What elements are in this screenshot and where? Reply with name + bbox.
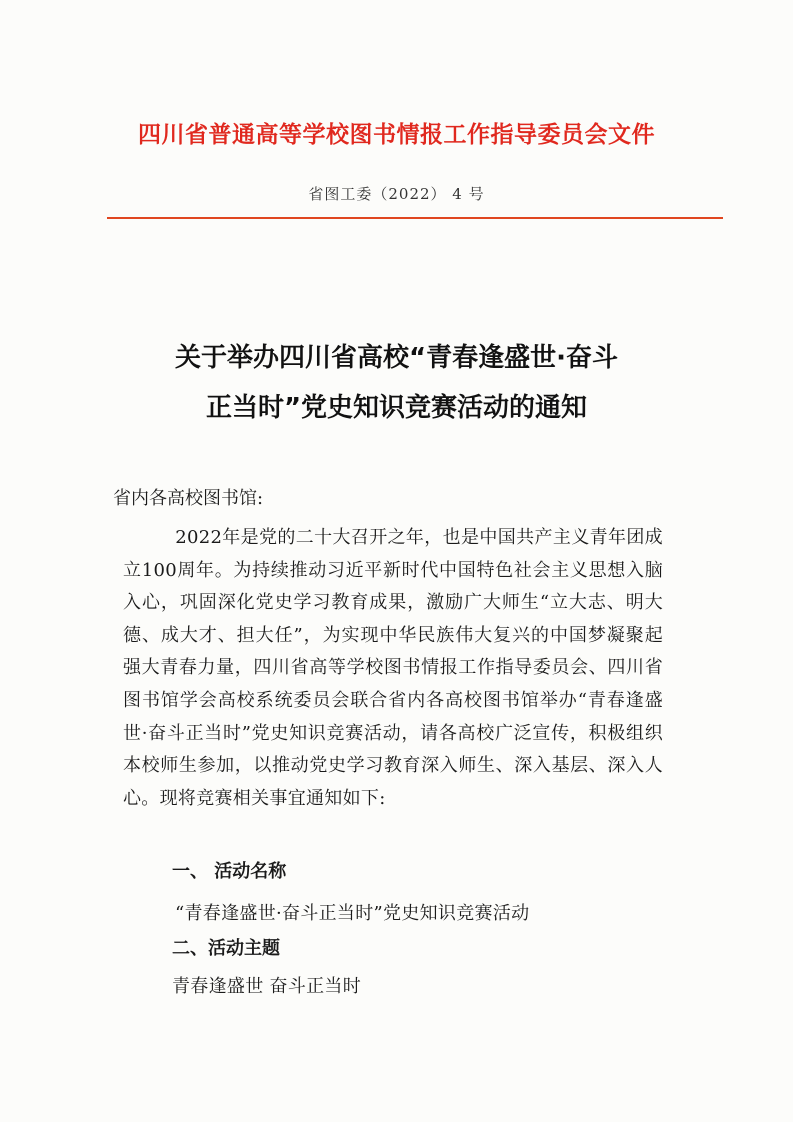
document-number: 省图工委（2022） 4 号 [308, 185, 485, 203]
section-heading-1: 一、 活动名称 [172, 861, 287, 882]
title-line-1: 关于举办四川省高校“青春逢盛世·奋斗 [175, 343, 618, 373]
red-divider [107, 217, 723, 219]
body-paragraph: 2022年是党的二十大召开之年，也是中国共产主义青年团成立100周年。为持续推动习近平新时代中国特色社会主义思想入脑入心，巩固深化党史学习教育成果，激励广大师生“立大志、明大德、成大才、担大任”，为实现中华民族伟大复兴的中国梦凝聚起强大青春力量，四川省高等学校图书情报工作指导委员会、四川省图书馆学会高校系统委员会联合省内各高校图书馆举办“青春逢盛世·奋斗正当时”党史知识竞赛活动，请各高校广泛宣传，积极组织本校师生参加，以推动党史学习教育深入师生、深入基层、深入人心。现将竞赛相关事宜通知如下: [123, 527, 663, 809]
section-text-2: 青春逢盛世 奋斗正当时 [172, 976, 362, 997]
section-heading-2: 二、活动主题 [172, 938, 280, 959]
section-text-1: “青春逢盛世·奋斗正当时”党史知识竞赛活动 [175, 903, 530, 924]
page-title [0, 333, 793, 433]
title-line-2: 正当时”党史知识竞赛活动的通知 [205, 393, 588, 423]
org-header: 四川省普通高等学校图书情报工作指导委员会文件 [138, 122, 655, 148]
salutation: 省内各高校图书馆: [113, 488, 264, 509]
